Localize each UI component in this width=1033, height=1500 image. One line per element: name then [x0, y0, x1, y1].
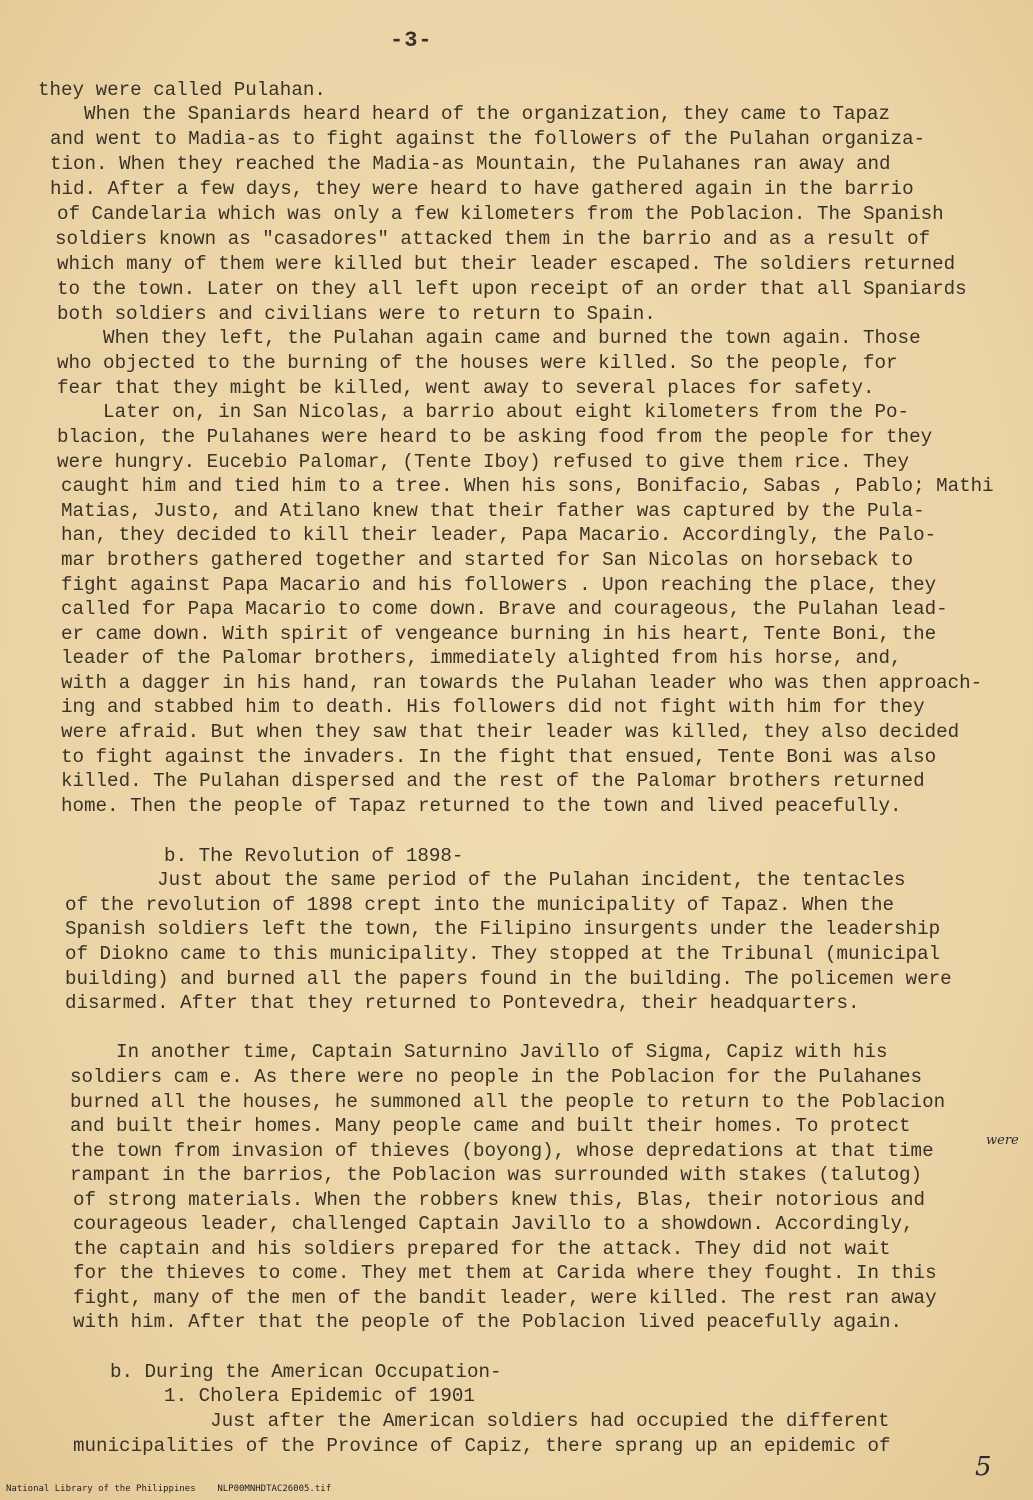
text-line: tion. When they reached the Madia-as Mountain, the Pulahanes ran away and [50, 153, 891, 175]
text-line: and went to Madia-as to fight against the followers of the Pulahan organiza- [50, 128, 926, 150]
text-line: for the thieves to come. They met them at Carida where they fought. In this [73, 1262, 937, 1284]
text-line: who objected to the burning of the houses were killed. So the people, for [57, 352, 898, 374]
text-line: When they left, the Pulahan again came and burned the town again. Those [57, 327, 921, 349]
text-line: courageous leader, challenged Captain Javillo to a showdown. Accordingly, [73, 1213, 914, 1235]
text-line: b. During the American Occupation- [110, 1361, 502, 1383]
text-line: mar brothers gathered together and started for San Nicolas on horseback to [61, 549, 914, 571]
text-line: b. The Revolution of 1898- [118, 845, 464, 867]
text-line: han, they decided to kill their leader, Papa Macario. Accordingly, the Palo- [61, 524, 937, 546]
text-line: killed. The Pulahan dispersed and the rest of the Palomar brothers returned [61, 770, 925, 792]
margin-note-were: were [986, 1133, 1019, 1148]
text-line: building) and burned all the papers found in the building. The policemen were [65, 968, 952, 990]
text-line: the captain and his soldiers prepared for the attack. They did not wait [73, 1238, 891, 1260]
text-line: with him. After that the people of the Poblacion lived peacefully again. [73, 1311, 903, 1333]
text-line: Later on, in San Nicolas, a barrio about eight kilometers from the Po- [57, 401, 910, 423]
text-line: Just about the same period of the Pulahan incident, the tentacles [65, 869, 906, 891]
text-line: both soldiers and civilians were to return to Spain. [57, 303, 656, 325]
text-line: In another time, Captain Saturnino Javillo of Sigma, Capiz with his [70, 1041, 888, 1063]
text-line: Matias, Justo, and Atilano knew that their father was captured by the Pula- [61, 500, 925, 522]
text-line: they were called Pulahan. [38, 79, 326, 101]
text-line: of the revolution of 1898 crept into the municipality of Tapaz. When the [65, 894, 895, 916]
text-line: er came down. With spirit of vengeance burning in his heart, Tente Boni, the [61, 623, 937, 645]
text-line: fear that they might be killed, went away to several places for safety. [57, 377, 875, 399]
text-line: of strong materials. When the robbers knew this, Blas, their notorious and [73, 1189, 926, 1211]
text-line: home. Then the people of Tapaz returned to the town and lived peacefully. [61, 795, 902, 817]
text-line: called for Papa Macario to come down. Brave and courageous, the Pulahan lead- [61, 598, 948, 620]
text-line: hid. After a few days, they were heard to have gathered again in the barrio [50, 178, 914, 200]
text-line: to the town. Later on they all left upon receipt of an order that all Spaniards [57, 278, 967, 300]
text-line: to fight against the invaders. In the fight that ensued, Tente Boni was also [61, 746, 937, 768]
text-line: and built their homes. Many people came and built their homes. To protect [70, 1115, 911, 1137]
footer-credit: National Library of the Philippines NLP00MNHDTAC26005.tif [6, 1484, 332, 1494]
margin-page-mark: 5 [975, 1452, 992, 1482]
text-line: of Candelaria which was only a few kilometers from the Poblacion. The Spanish [57, 203, 944, 225]
text-line: burned all the houses, he summoned all the people to return to the Poblacion [70, 1091, 946, 1113]
text-line: municipalities of the Province of Capiz, there sprang up an epidemic of [73, 1435, 891, 1457]
text-line: soldiers known as "casadores" attacked them in the barrio and as a result of [55, 228, 931, 250]
text-line: fight against Papa Macario and his followers . Upon reaching the place, they [61, 574, 937, 596]
text-line: the town from invasion of thieves (boyong), whose depredations at that time [70, 1140, 934, 1162]
text-line: rampant in the barrios, the Poblacion was surrounded with stakes (talutog) [70, 1164, 923, 1186]
text-line: leader of the Palomar brothers, immediately alighted from his horse, and, [61, 647, 902, 669]
text-line: fight, many of the men of the bandit leader, were killed. The rest ran away [73, 1287, 937, 1309]
text-line: Just after the American soldiers had occupied the different [118, 1410, 890, 1432]
text-line: soldiers cam e. As there were no people in the Poblacion for the Pulahanes [70, 1066, 923, 1088]
text-line: were afraid. But when they saw that their leader was killed, they also decided [61, 721, 960, 743]
text-line: Spanish soldiers left the town, the Filipino insurgents under the leadership [65, 918, 941, 940]
text-line: were hungry. Eucebio Palomar, (Tente Iboy) refused to give them rice. They [57, 451, 910, 473]
text-line: which many of them were killed but their leader escaped. The soldiers returned [57, 253, 956, 275]
text-line: blacion, the Pulahanes were heard to be asking food from the people for they [57, 426, 933, 448]
text-line: When the Spaniards heard heard of the organization, they came to Tapaz [38, 103, 891, 125]
text-line: caught him and tied him to a tree. When his sons, Bonifacio, Sabas , Pablo; Mathi [61, 475, 994, 497]
text-line: with a dagger in his hand, ran towards the Pulahan leader who was then approach- [61, 672, 983, 694]
page-number: -3- [390, 28, 433, 53]
text-line: disarmed. After that they returned to Pontevedra, their headquarters. [65, 992, 860, 1014]
text-line: 1. Cholera Epidemic of 1901 [118, 1385, 475, 1407]
text-line: ing and stabbed him to death. His followers did not fight with him for they [61, 696, 925, 718]
text-line: of Diokno came to this municipality. They stopped at the Tribunal (municipal [65, 943, 941, 965]
